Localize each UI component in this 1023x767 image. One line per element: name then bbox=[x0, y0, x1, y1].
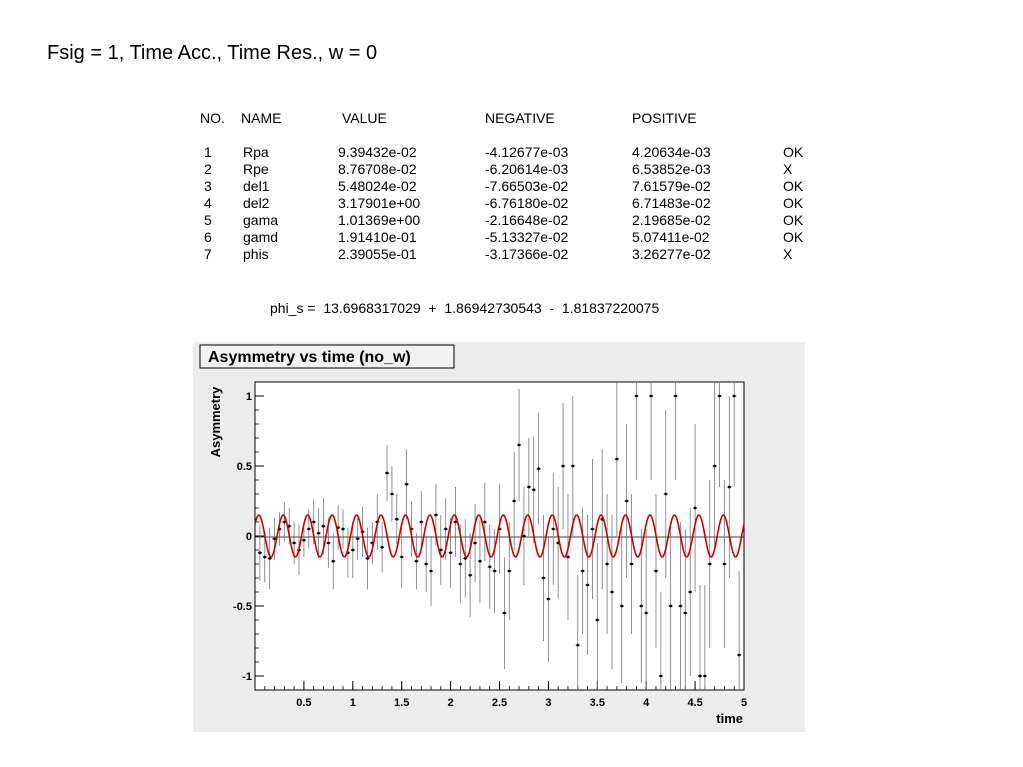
x-tick-label: 2.5 bbox=[491, 697, 508, 709]
data-point bbox=[293, 542, 296, 545]
data-point bbox=[303, 539, 306, 542]
data-point bbox=[381, 546, 384, 549]
data-point bbox=[449, 551, 452, 554]
data-point bbox=[391, 493, 394, 496]
data-point bbox=[351, 549, 354, 552]
data-point bbox=[513, 500, 516, 503]
data-point bbox=[552, 528, 555, 531]
y-tick-label: -0.5 bbox=[233, 601, 252, 613]
data-point bbox=[703, 675, 706, 678]
data-point bbox=[625, 500, 628, 503]
x-tick-label: 3.5 bbox=[589, 697, 605, 709]
param-name: Rpe bbox=[243, 161, 269, 177]
param-value: 2.39055e-01 bbox=[338, 246, 417, 262]
x-tick-label: 4.5 bbox=[687, 697, 703, 709]
param-no: 2 bbox=[204, 161, 212, 177]
x-tick-label: 5 bbox=[740, 697, 748, 709]
param-no: 7 bbox=[204, 246, 212, 262]
asymmetry-chart bbox=[193, 342, 805, 732]
header-no: NO. bbox=[200, 110, 225, 126]
data-point bbox=[415, 560, 418, 563]
data-point bbox=[586, 584, 589, 587]
param-negative: -4.12677e-03 bbox=[485, 144, 569, 160]
data-point bbox=[395, 518, 398, 521]
data-point bbox=[723, 563, 726, 566]
param-name: Rpa bbox=[243, 144, 269, 160]
x-tick-label: 4 bbox=[643, 697, 650, 709]
param-value: 3.17901e+00 bbox=[338, 195, 421, 211]
data-point bbox=[527, 486, 530, 489]
data-point bbox=[640, 605, 643, 608]
data-point bbox=[659, 675, 662, 678]
param-name: phis bbox=[243, 246, 269, 262]
param-status: OK bbox=[783, 195, 804, 211]
data-point bbox=[307, 528, 310, 531]
data-point bbox=[400, 556, 403, 559]
x-tick-label: 1.5 bbox=[394, 697, 410, 709]
param-no: 5 bbox=[204, 212, 212, 228]
data-point bbox=[562, 465, 565, 468]
data-point bbox=[694, 507, 697, 510]
header-name: NAME bbox=[241, 110, 282, 126]
phi-s-result: phi_s = 13.6968317029 + 1.86942730543 - 1.81837220075 bbox=[270, 300, 660, 316]
data-point bbox=[283, 521, 286, 524]
param-status: OK bbox=[783, 178, 804, 194]
data-point bbox=[708, 563, 711, 566]
header-negative: NEGATIVE bbox=[485, 110, 555, 126]
data-point bbox=[258, 551, 261, 554]
param-positive: 6.53852e-03 bbox=[632, 161, 711, 177]
data-point bbox=[542, 577, 545, 580]
data-point bbox=[327, 542, 330, 545]
header-value: VALUE bbox=[342, 110, 387, 126]
data-point bbox=[444, 528, 447, 531]
data-point bbox=[606, 563, 609, 566]
slide-title: Fsig = 1, Time Acc., Time Res., w = 0 bbox=[47, 42, 378, 64]
data-point bbox=[273, 537, 276, 540]
y-tick-label: 1 bbox=[245, 391, 252, 403]
param-name: gama bbox=[243, 212, 279, 228]
param-negative: -6.20614e-03 bbox=[485, 161, 569, 177]
data-point bbox=[581, 570, 584, 573]
param-no: 1 bbox=[204, 144, 212, 160]
data-point bbox=[596, 619, 599, 622]
param-status: X bbox=[783, 161, 793, 177]
data-point bbox=[674, 395, 677, 398]
data-point bbox=[332, 560, 335, 563]
param-no: 3 bbox=[204, 178, 212, 194]
data-point bbox=[615, 458, 618, 461]
param-value: 1.01369e+00 bbox=[338, 212, 421, 228]
data-point bbox=[454, 521, 457, 524]
param-name: del2 bbox=[243, 195, 270, 211]
data-point bbox=[733, 395, 736, 398]
data-point bbox=[645, 612, 648, 615]
data-point bbox=[430, 570, 433, 573]
data-point bbox=[523, 535, 526, 538]
data-point bbox=[312, 521, 315, 524]
param-negative: -6.76180e-02 bbox=[485, 195, 569, 211]
data-point bbox=[317, 532, 320, 535]
data-point bbox=[420, 521, 423, 524]
data-point bbox=[488, 565, 491, 568]
data-point bbox=[322, 525, 325, 528]
x-tick-label: 2 bbox=[447, 697, 454, 709]
data-point bbox=[479, 560, 482, 563]
param-status: OK bbox=[783, 144, 804, 160]
x-axis-label: time bbox=[716, 711, 743, 726]
data-point bbox=[342, 528, 345, 531]
data-point bbox=[669, 605, 672, 608]
data-point bbox=[405, 483, 408, 486]
data-point bbox=[571, 465, 574, 468]
data-point bbox=[263, 556, 266, 559]
y-tick-label: -1 bbox=[242, 671, 252, 683]
param-positive: 3.26277e-02 bbox=[632, 246, 711, 262]
data-point bbox=[469, 574, 472, 577]
data-point bbox=[664, 493, 667, 496]
param-name: gamd bbox=[243, 229, 279, 245]
data-point bbox=[650, 395, 653, 398]
data-point bbox=[611, 591, 614, 594]
data-point bbox=[635, 395, 638, 398]
param-name: del1 bbox=[243, 178, 270, 194]
data-point bbox=[728, 486, 731, 489]
param-positive: 7.61579e-02 bbox=[632, 178, 711, 194]
param-value: 5.48024e-02 bbox=[338, 178, 417, 194]
param-negative: -2.16648e-02 bbox=[485, 212, 569, 228]
data-point bbox=[425, 563, 428, 566]
x-tick-label: 0.5 bbox=[296, 697, 312, 709]
param-value: 9.39432e-02 bbox=[338, 144, 417, 160]
data-point bbox=[356, 537, 359, 540]
x-tick-label: 1 bbox=[349, 697, 356, 709]
param-negative: -7.66503e-02 bbox=[485, 178, 569, 194]
param-status: X bbox=[783, 246, 793, 262]
data-point bbox=[386, 472, 389, 475]
data-point bbox=[576, 644, 579, 647]
chart-title: Asymmetry vs time (no_w) bbox=[208, 349, 411, 366]
data-point bbox=[679, 605, 682, 608]
param-negative: -3.17366e-02 bbox=[485, 246, 569, 262]
header-positive: POSITIVE bbox=[632, 110, 697, 126]
data-point bbox=[591, 528, 594, 531]
data-point bbox=[483, 521, 486, 524]
param-positive: 6.71483e-02 bbox=[632, 195, 711, 211]
data-point bbox=[537, 467, 540, 470]
param-value: 1.91410e-01 bbox=[338, 229, 417, 245]
data-point bbox=[655, 570, 658, 573]
x-tick-label: 3 bbox=[545, 697, 552, 709]
param-status: OK bbox=[783, 229, 804, 245]
data-point bbox=[518, 444, 521, 447]
data-point bbox=[684, 612, 687, 615]
data-point bbox=[532, 488, 535, 491]
data-point bbox=[718, 395, 721, 398]
data-point bbox=[459, 563, 462, 566]
param-no: 6 bbox=[204, 229, 212, 245]
data-point bbox=[474, 542, 477, 545]
param-status: OK bbox=[783, 212, 804, 228]
y-axis-label: Asymmetry bbox=[208, 386, 223, 458]
param-positive: 2.19685e-02 bbox=[632, 212, 711, 228]
data-point bbox=[699, 675, 702, 678]
data-point bbox=[620, 605, 623, 608]
data-point bbox=[508, 570, 511, 573]
param-positive: 4.20634e-03 bbox=[632, 144, 711, 160]
data-point bbox=[689, 591, 692, 594]
y-tick-label: 0 bbox=[245, 531, 252, 543]
param-positive: 5.07411e-02 bbox=[632, 229, 710, 245]
data-point bbox=[713, 465, 716, 468]
data-point bbox=[493, 570, 496, 573]
data-point bbox=[630, 563, 633, 566]
data-point bbox=[738, 654, 741, 657]
data-point bbox=[503, 612, 506, 615]
y-tick-label: 0.5 bbox=[236, 461, 252, 473]
data-point bbox=[547, 598, 550, 601]
param-no: 4 bbox=[204, 195, 212, 211]
param-negative: -5.13327e-02 bbox=[485, 229, 569, 245]
data-point bbox=[435, 514, 438, 517]
param-value: 8.76708e-02 bbox=[338, 161, 417, 177]
data-point bbox=[567, 556, 570, 559]
